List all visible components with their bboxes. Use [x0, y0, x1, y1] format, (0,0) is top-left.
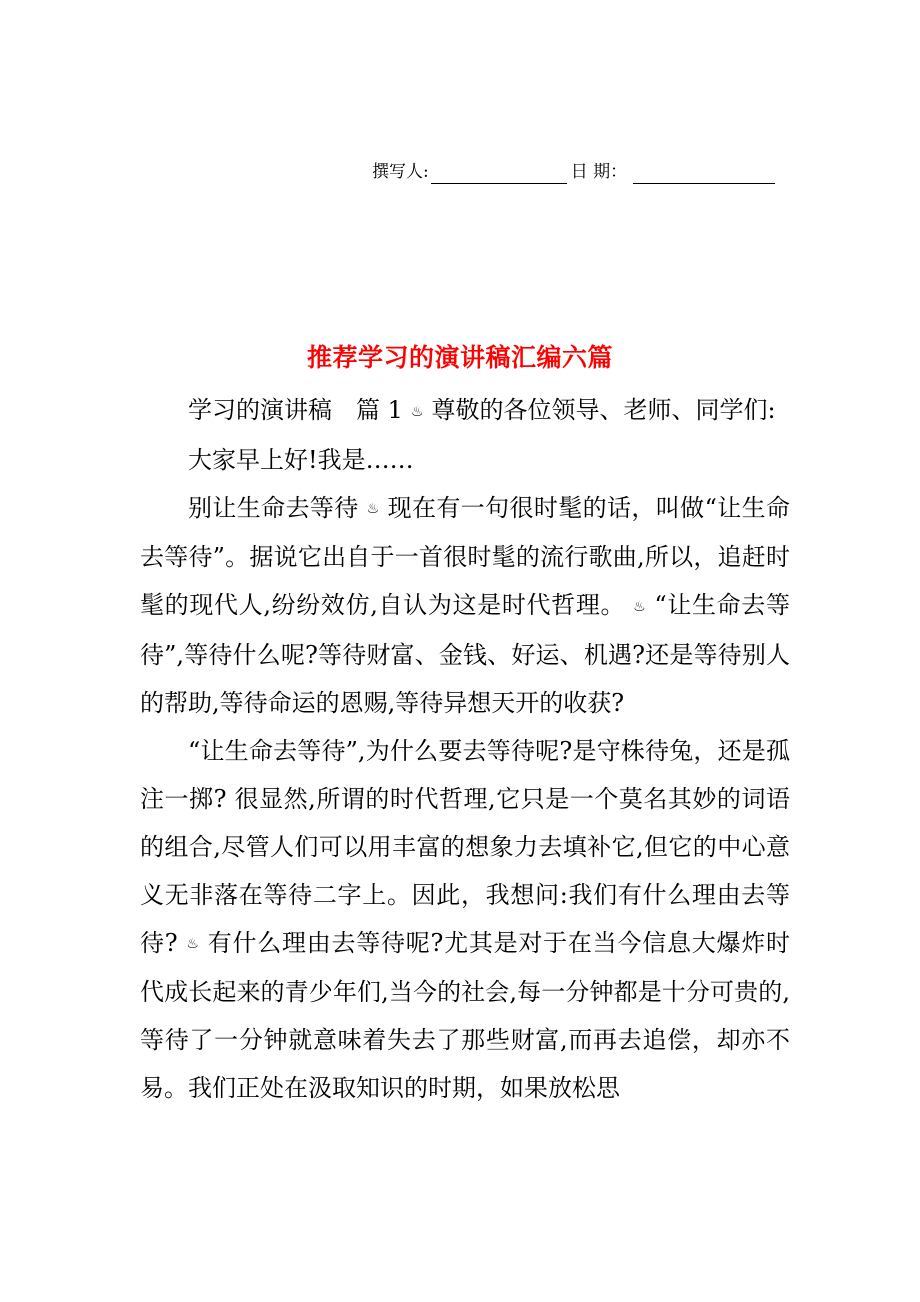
author-date-line	[372, 160, 777, 184]
paragraph-mark-icon: ♨	[366, 501, 380, 517]
date-label: 日 期：	[570, 162, 628, 182]
subheading-text: 别让生命去等待	[188, 493, 359, 522]
paragraph-2: 大家早上好!我是……	[188, 445, 414, 474]
paragraph-mark-icon: ♨	[633, 598, 647, 615]
paragraph-text: 有什么理由去等待呢?尤其是对于在当今信息大爆炸时代成长起来的青少年们,当今的社会,每一分钟都是十分可贵的,等待了一分钟就意味着失去了那些财富,而再去追偿，却亦不易。我们正处在汲取知识的时期，如果放松思	[140, 928, 790, 1102]
paragraph-1	[140, 386, 790, 436]
date-blank	[633, 165, 775, 184]
document-body	[140, 386, 790, 1112]
paragraph-text: 现在有一句很时髦的话，叫做“让生命去等待”。据说它出自于一首很时髦的流行歌曲,所以，追赶时髦的现代人,纷纷效仿,自认为这是时代哲理。	[140, 493, 790, 619]
author-blank	[431, 165, 567, 184]
paragraph-3	[140, 484, 790, 727]
paragraph-text: “让生命去等待”,等待什么呢?等待财富、金钱、好运、机遇?还是等待别人的帮助,等待命运的恩赐,等待异想天开的收获?	[140, 591, 790, 717]
paragraph-text: “让生命去等待”,为什么要去等待呢?是守株待兔，还是孤注一掷? 很显然,所谓的时代哲理,它只是一个莫名其妙的词语的组合,尽管人们可以用丰富的想象力去填补它,但它的中心意义无非落在等待二字上。因此，我想问:我们有什么理由去等待?	[140, 736, 790, 957]
author-label: 撰写人:	[372, 162, 429, 182]
paragraph-4	[140, 727, 790, 1113]
greeting-text: 尊敬的各位领导、老师、同学们:	[431, 396, 776, 424]
section-heading: 学习的演讲稿 篇 1	[188, 396, 403, 424]
document-title: 推荐学习的演讲稿汇编六篇	[306, 343, 613, 372]
paragraph-mark-icon: ♨	[410, 403, 424, 420]
paragraph-mark-icon: ♨	[185, 936, 200, 952]
